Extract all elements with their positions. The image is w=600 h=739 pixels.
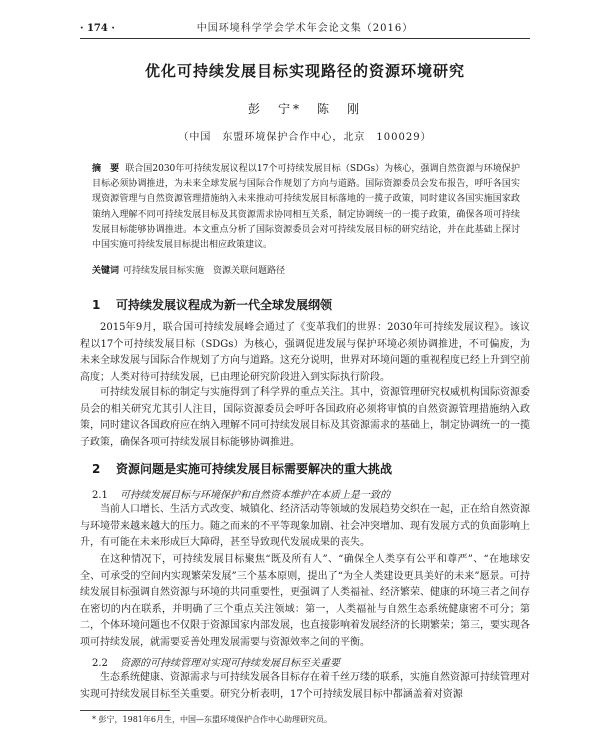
section-title: 资源问题是实施可持续发展目标需要解决的重大挑战	[116, 462, 393, 476]
section-heading-2	[92, 460, 530, 477]
paragraph-2: 可持续发展目标的制定与实施得到了科学界的重点关注。其中，资源管理研究权威机构国际资源委员会的相关研究尤其引人注目，国际资源委员会呼吁各国政府必须将审慎的自然资源管理措施纳入政策，同时建议各国政府应在纳入理解不同可持续发展目标及其资源需求的基础上，制定协调统一的一揽子政策，确保各项可持续发展目标能够协调推进。	[80, 387, 530, 448]
paragraph-4: 在这种情况下，可持续发展目标聚焦“既及所有人”、“确保全人类享有公平和尊严”、“在地球安全、可承受的空间内实现繁荣发展”三个基本原则，提出了“为全人类建设更具美好的未来”愿景。可持续发展目标强调自然资源与环境的共同重要性，更强调了人类福祉、经济繁荣、健康的环境三者之间存在密切的内在联系，并明确了三个重点关注领域：第一，人类福祉与自然生态系统健康密不可分；第二，个体环境问题也不仅限于资源国家内部发展，也直接影响着发展经济的长期繁荣；第三，要实现各项可持续发展，就需要妥善处理发展需要与资源效率之间的平衡。	[80, 554, 530, 648]
abstract-label: 摘 要	[92, 164, 120, 174]
subsection-number: 2.2	[92, 658, 108, 669]
article-title: 优化可持续发展目标实现路径的资源环境研究	[144, 62, 465, 80]
abstract	[92, 162, 520, 253]
paragraph-1: 2015年9月，联合国可持续发展峰会通过了《变革我们的世界：2030年可持续发展议程》。该议程以17个可持续发展目标（SDGs）为核心，强调促进发展与保护环境必须协调推进，不可偏废，为未来全球发展与国际合作规划了方向与道路。这充分说明，世界对环境问题的重视程度已经上升到空前高度；人类对待可持续发展，已由理论研究阶段进入到实际执行阶段。	[80, 322, 530, 383]
keywords-text: 可持续发展目标实施 资源关联问题路径	[123, 266, 286, 276]
subsection-title: 资源的可持续管理对实现可持续发展目标至关重要	[120, 658, 340, 669]
journal-title: 中国环境科学学会学术年会论文集（2016）	[196, 23, 414, 34]
affiliation: （中国 东盟环境保护合作中心，北京 100029）	[178, 132, 432, 143]
section-title: 可持续发展议程成为新一代全球发展纲领	[116, 298, 333, 312]
subsection-heading-2-2	[92, 654, 530, 669]
subsection-title: 可持续发展目标与环境保护和自然资本维护在本质上是一致的	[120, 490, 390, 501]
authors: 彭 宁* 陈 刚	[247, 102, 362, 116]
footnote: * 彭宁，1981年6月生，中国—东盟环境保护合作中心助理研究员。	[92, 715, 332, 724]
paragraph-5: 生态系统健康、资源需求与可持续发展各目标存在着千丝万缕的联系，实施自然资源可持续管理对实现可持续发展目标至关重要。研究分析表明，17个可持续发展目标中都涵盖着对资源	[80, 672, 530, 700]
keywords-label: 关键词	[92, 266, 120, 276]
section-number: 2	[92, 462, 101, 476]
footnote-rule	[80, 710, 170, 711]
section-heading-1	[92, 296, 530, 313]
section-number: 1	[92, 298, 101, 312]
page-number: · 174 ·	[80, 23, 115, 34]
subsection-heading-2-1	[92, 486, 530, 501]
paragraph-3: 当前人口增长、生活方式改变、城镇化、经济活动等领域的发展趋势交织在一起，正在给自然资源与环境带来越来越大的压力。随之而来的不平等现象加剧、社会冲突增加、现有发展方式的负面影响上升，有可能在未来形成巨大障碍，甚至导致现代发展成果的丧失。	[80, 504, 530, 549]
running-header	[80, 22, 530, 39]
keywords	[92, 264, 520, 278]
subsection-number: 2.1	[92, 490, 108, 501]
abstract-text: 联合国2030年可持续发展议程以17个可持续发展目标（SDGs）为核心，强调自然资源与环境保护目标必须协调推进，为未来全球发展与国际合作规划了方向与道路。国际资源委员会发布报告，呼吁各国实现资源管理与自然资源管理措施纳入未来推动可持续发展目标落地的一揽子政策，同时建议各国实施国家政策纳入理解不同可持续发展目标及其资源需求协同相互关系，制定协调统一的一揽子政策，确保各项可持续发展目标能够协调推进。本文重点分析了国际资源委员会对可持续发展目标的研究结论，并在此基础上探讨中国实施可持续发展目标提出相应政策建议。	[92, 164, 520, 251]
